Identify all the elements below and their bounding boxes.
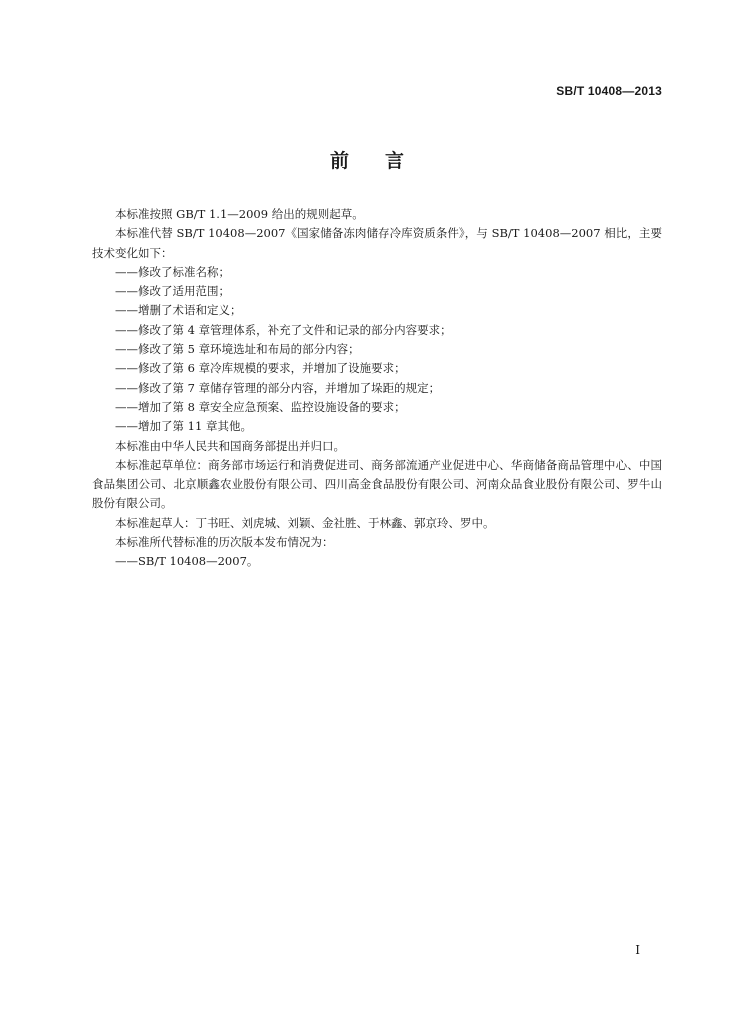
- change-item: ——增加了第 11 章其他。: [115, 419, 252, 434]
- history-heading-paragraph: 本标准所代替标准的历次版本发布情况为：: [115, 535, 334, 550]
- change-item: ——修改了标准名称；: [115, 264, 230, 279]
- change-item: ——修改了第 4 章管理体系，补充了文件和记录的部分内容要求；: [115, 322, 452, 337]
- change-list: [92, 263, 662, 437]
- drafters-paragraph: 本标准起草人：丁书旺、刘虎城、刘颖、金社胜、于林鑫、郭京玲、罗中。: [115, 515, 495, 530]
- replacement-paragraph: 本标准代替 SB/T 10408—2007《国家储备冻肉储存冷库资质条件》，与 SB/T 10408—2007 相比，主要技术变化如下：: [92, 226, 662, 260]
- change-item: ——修改了第 6 章冷库规模的要求，并增加了设施要求；: [115, 361, 406, 376]
- change-item: ——修改了第 7 章储存管理的部分内容，并增加了垛距的规定；: [115, 380, 441, 395]
- foreword-body: [92, 205, 662, 572]
- change-item: ——增删了术语和定义；: [115, 303, 242, 318]
- change-item: ——修改了第 5 章环境选址和布局的部分内容；: [115, 342, 360, 357]
- page-title: 前言: [329, 150, 440, 172]
- page-number: I: [635, 943, 640, 957]
- history-item: ——SB/T 10408—2007。: [115, 554, 259, 569]
- change-item: ——增加了第 8 章安全应急预案、监控设施设备的要求；: [115, 399, 406, 414]
- change-item: ——修改了适用范围；: [115, 284, 230, 299]
- drafting-units-paragraph: 本标准起草单位：商务部市场运行和消费促进司、商务部流通产业促进中心、华商储备商品管理中心、中国食品集团公司、北京顺鑫农业股份有限公司、四川高金食品股份有限公司、河南众品食业股份有限公司、罗牛山股份有限公司。: [92, 457, 662, 511]
- proposer-paragraph: 本标准由中华人民共和国商务部提出并归口。: [115, 438, 345, 453]
- drafting-rule-paragraph: 本标准按照 GB/T 1.1—2009 给出的规则起草。: [115, 207, 364, 221]
- header-standard-code: SB/T 10408—2013: [556, 84, 662, 98]
